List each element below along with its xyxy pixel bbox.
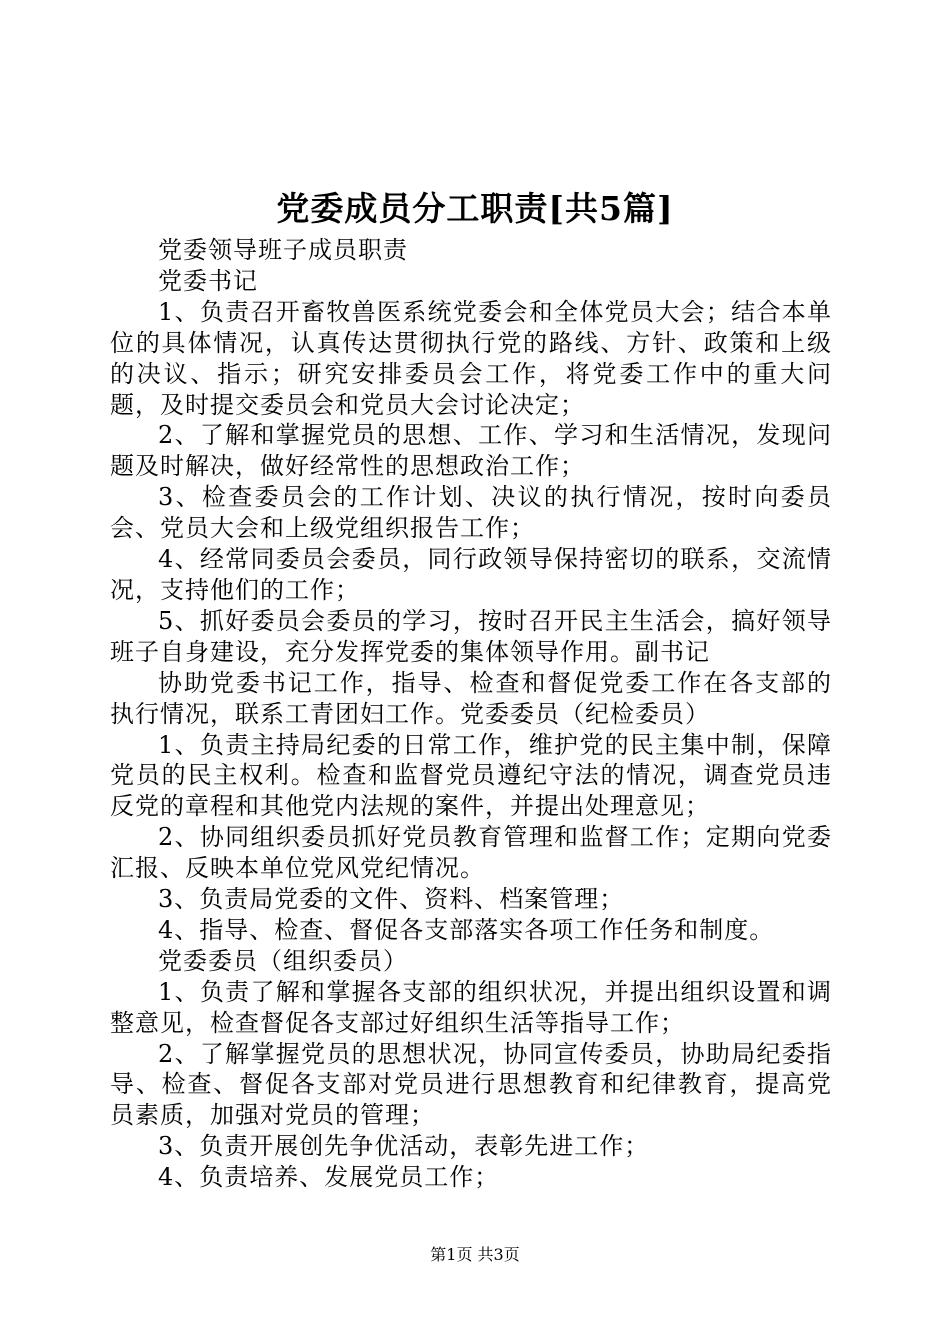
paragraph: 2、了解和掌握党员的思想、工作、学习和生活情况，发现问题及时解决，做好经常性的思想政治工作；	[110, 421, 832, 481]
page-indicator: 第1页 共3页	[430, 1245, 520, 1264]
paragraph: 2、了解掌握党员的思想状况，协同宣传委员，协助局纪委指导、检查、督促各支部对党员进行思想教育和纪律教育，提高党员素质，加强对党员的管理；	[110, 1039, 832, 1130]
paragraph: 4、指导、检查、督促各支部落实各项工作任务和制度。	[158, 915, 775, 944]
paragraph: 党委委员（组织委员）	[158, 946, 408, 975]
paragraph: 3、负责开展创先争优活动，表彰先进工作；	[158, 1132, 650, 1161]
document-title: 党委成员分工职责[共5篇]	[276, 189, 674, 228]
page-footer	[0, 1244, 950, 1266]
paragraph: 2、协同组织委员抓好党员教育管理和监督工作；定期向党委汇报、反映本单位党风党纪情况。	[110, 823, 832, 883]
paragraph: 4、经常同委员会委员，同行政领导保持密切的联系，交流情况，支持他们的工作；	[110, 545, 832, 604]
paragraph: 协助党委书记工作，指导、检查和督促党委工作在各支部的执行情况，联系工青团妇工作。党委委员（纪检委员）	[110, 668, 832, 728]
paragraph: 3、检查委员会的工作计划、决议的执行情况，按时向委员会、党员大会和上级党组织报告工作；	[110, 483, 832, 543]
paragraph: 1、负责了解和掌握各支部的组织状况，并提出组织设置和调整意见，检查督促各支部过好组织生活等指导工作；	[110, 977, 832, 1037]
paragraph: 5、抓好委员会委员的学习，按时召开民主生活会，搞好领导班子自身建设，充分发挥党委的集体领导作用。副书记	[110, 606, 832, 666]
paragraph: 1、负责主持局纪委的日常工作，维护党的民主集中制，保障党员的民主权利。检查和监督党员遵纪守法的情况，调查党员违反党的章程和其他党内法规的案件，并提出处理意见；	[110, 730, 832, 821]
paragraph: 3、负责局党委的文件、资料、档案管理；	[158, 885, 625, 914]
document-body	[110, 235, 832, 1193]
paragraph: 党委领导班子成员职责	[158, 236, 408, 264]
paragraph: 1、负责召开畜牧兽医系统党委会和全体党员大会；结合本单位的具体情况，认真传达贯彻执行党的路线、方针、政策和上级的决议、指示；研究安排委员会工作，将党委工作中的重大问题，及时提交委员会和党员大会讨论决定；	[110, 297, 832, 419]
paragraph: 党委书记	[158, 266, 258, 295]
paragraph: 4、负责培养、发展党员工作；	[158, 1163, 500, 1192]
